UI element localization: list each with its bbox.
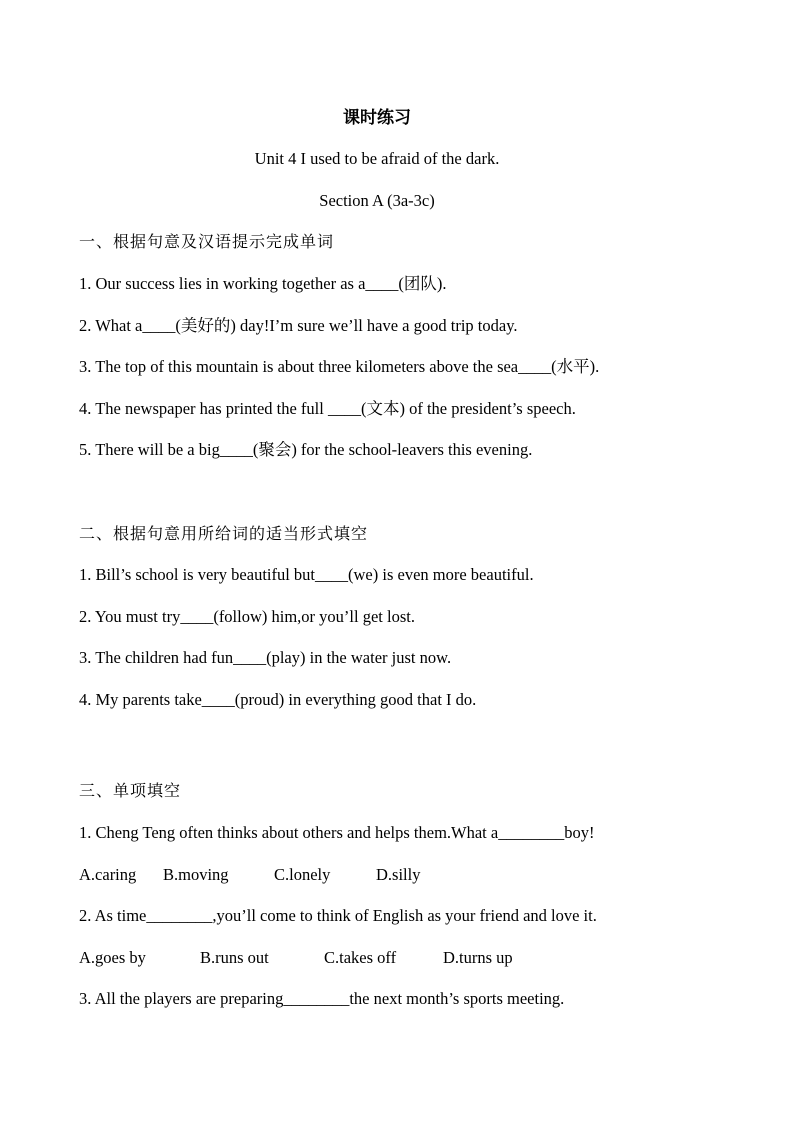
unit-title: Unit 4 I used to be afraid of the dark. xyxy=(254,149,500,168)
option-c: C.takes off xyxy=(324,948,397,967)
part1-item: 4. The newspaper has printed the full ____(文本) of the president’s speech. xyxy=(79,399,576,418)
page-title: 课时练习 xyxy=(343,108,411,127)
part1-item: 3. The top of this mountain is about three kilometers above the sea____(水平). xyxy=(79,357,600,376)
part2-heading: 二、根据句意用所给词的适当形式填空 xyxy=(79,524,369,543)
option-d: D.turns up xyxy=(443,948,513,967)
option-d: D.silly xyxy=(376,865,421,884)
part2-item: 2. You must try____(follow) him,or you’ll get lost. xyxy=(79,607,415,626)
section-title: Section A (3a-3c) xyxy=(319,191,435,210)
question-2: 2. As time________,you’ll come to think of English as your friend and love it. xyxy=(79,906,597,925)
option-a: A.caring xyxy=(79,865,137,884)
part1-item: 2. What a____(美好的) day!I’m sure we’ll have a good trip today. xyxy=(79,316,518,335)
part1-heading: 一、根据句意及汉语提示完成单词 xyxy=(79,232,335,251)
option-c: C.lonely xyxy=(274,865,331,884)
question-1: 1. Cheng Teng often thinks about others and helps them.What a________boy! xyxy=(79,823,595,842)
part1-item: 5. There will be a big____(聚会) for the school-leavers this evening. xyxy=(79,440,533,459)
option-b: B.runs out xyxy=(200,948,269,967)
part3-heading: 三、单项填空 xyxy=(79,781,182,800)
question-1-options xyxy=(79,865,420,885)
part2-item: 4. My parents take____(proud) in everything good that I do. xyxy=(79,690,477,709)
part2-item: 3. The children had fun____(play) in the water just now. xyxy=(79,648,452,667)
question-2-options xyxy=(79,948,513,968)
option-a: A.goes by xyxy=(79,948,146,967)
question-3: 3. All the players are preparing________the next month’s sports meeting. xyxy=(79,989,565,1008)
option-b: B.moving xyxy=(163,865,229,884)
part2-item: 1. Bill’s school is very beautiful but____(we) is even more beautiful. xyxy=(79,565,534,584)
part1-item: 1. Our success lies in working together as a____(团队). xyxy=(79,274,447,293)
